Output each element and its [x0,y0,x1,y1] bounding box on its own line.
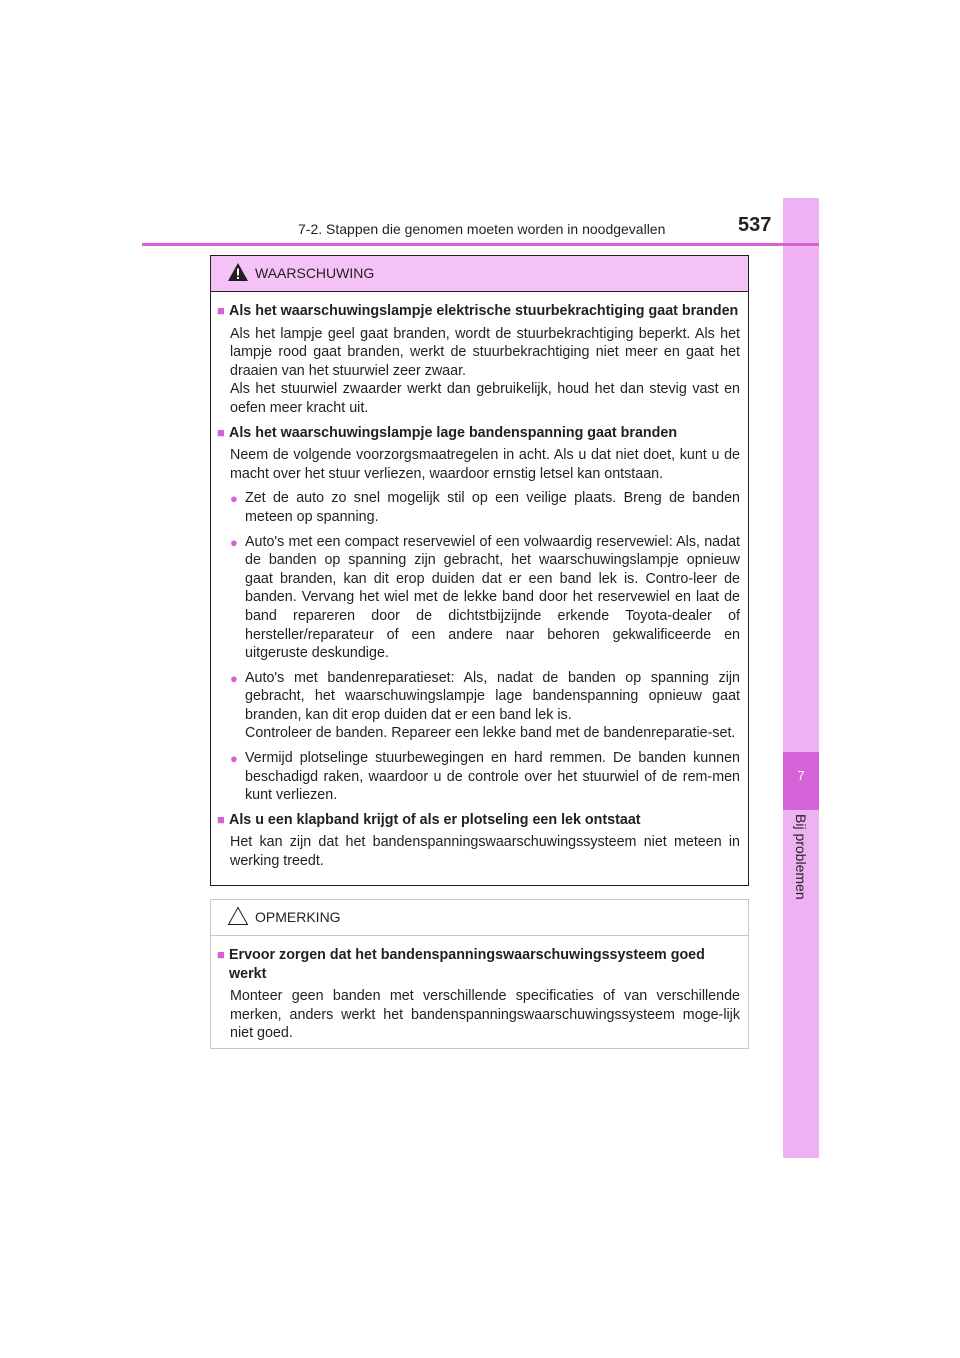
list-item [217,669,740,743]
warning-heading-text: Als het waarschuwingslampje elektrische stuurbekrachtiging gaat branden [229,303,739,319]
header-rule [142,243,819,246]
list-item-text: Auto's met een compact reservewiel of een volwaardig reservewiel: Als, nadat de banden op spanning zijn gebracht, het waarschuwingslampje opnieuw gaat branden, kan dit erop duiden dat er een band lek is. Contro-leer de banden. Vervang het wiel met de lekke band door het reservewiel en laat de band repareren door de dichtstbijzijnde erkende Toyota-dealer of hersteller/reparateur of een andere naar behoren gekwalificeerde en uitgeruste deskundige. [245,533,740,662]
note-box [210,899,749,1049]
warning-heading-text: Als u een klapband krijgt of als er plotseling een lek ontstaat [229,811,641,828]
square-bullet-icon: ■ [217,424,225,440]
square-bullet-icon: ■ [217,947,225,962]
warning-paragraph-2: Neem de volgende voorzorgsmaatregelen in acht. Als u dat niet doet, kunt u de macht over het stuur verliezen, waardoor ernstig letsel kan ontstaan. [230,447,740,482]
warning-triangle-icon [227,262,249,282]
note-paragraph: Monteer geen banden met verschillende specificaties of van verschillende merken, anders werkt het bandenspanningswaarschuwingssysteem moge-lijk niet goed. [230,988,740,1042]
note-heading-text: Ervoor zorgen dat het bandenspanningswaarschuwingssysteem goed werkt [229,947,705,982]
list-item-text: Zet de auto zo snel mogelijk stil op een veilige plaats. Breng de banden meteen op spanning. [245,490,740,525]
circle-bullet-icon: ● [230,491,238,507]
warning-title: WAARSCHUWING [255,265,375,281]
list-item-text: Vermijd plotselinge stuurbewegingen en hard remmen. De banden kunnen beschadigd raken, waardoor u de controle over het stuurwiel of de rem-men kunt verliezen. [245,750,740,804]
warning-box [210,255,749,886]
square-bullet-icon: ■ [217,811,225,827]
note-title: OPMERKING [255,909,341,925]
caution-triangle-outline-icon [227,906,249,926]
list-item-text: Auto's met bandenreparatieset: Als, nadat de banden op spanning zijn gebracht, het waarschuwingslampje lage bandenspanning opnieuw gaat branden, kan dit erop duiden dat er een band lek is. Controleer de banden. Repareer een lekke band met de bandenreparatie-set. [245,669,740,742]
warning-paragraph-1: Als het lampje geel gaat branden, wordt de stuurbekrachtiging beperkt. Als het lampje rood gaat branden, werkt de stuurbekrachtiging niet meer en gaat het draaien van het stuurwiel zeer zwaar. Als het stuurwiel zwaarder werkt dan gebruikelijk, houd het dan stevig vast en oefen meer kracht uit. [230,325,740,416]
note-content [211,936,748,1043]
warning-heading-2 [217,424,740,443]
square-bullet-icon: ■ [217,303,225,318]
circle-bullet-icon: ● [230,534,238,550]
list-item [217,533,740,663]
warning-content [211,292,748,871]
circle-bullet-icon: ● [230,751,238,767]
note-title-bar [211,900,748,936]
circle-bullet-icon: ● [230,670,238,686]
chapter-label: Bij problemen [793,814,809,900]
warning-paragraph-3: Het kan zijn dat het bandenspanningswaarschuwingssysteem niet meteen in werking treedt. [230,834,740,870]
warning-heading-1 [217,302,740,321]
warning-heading-3 [217,811,740,830]
section-title: 7-2. Stappen die genomen moeten worden in noodgevallen [298,221,666,237]
warning-heading-text: Als het waarschuwingslampje lage bandenspanning gaat branden [229,424,678,441]
chapter-side-tab [783,198,819,1158]
list-item [217,489,740,526]
chapter-number: 7 [797,768,805,783]
list-item [217,749,740,805]
warning-title-bar [211,256,748,292]
page-number: 537 [738,214,772,236]
note-heading [217,946,740,983]
